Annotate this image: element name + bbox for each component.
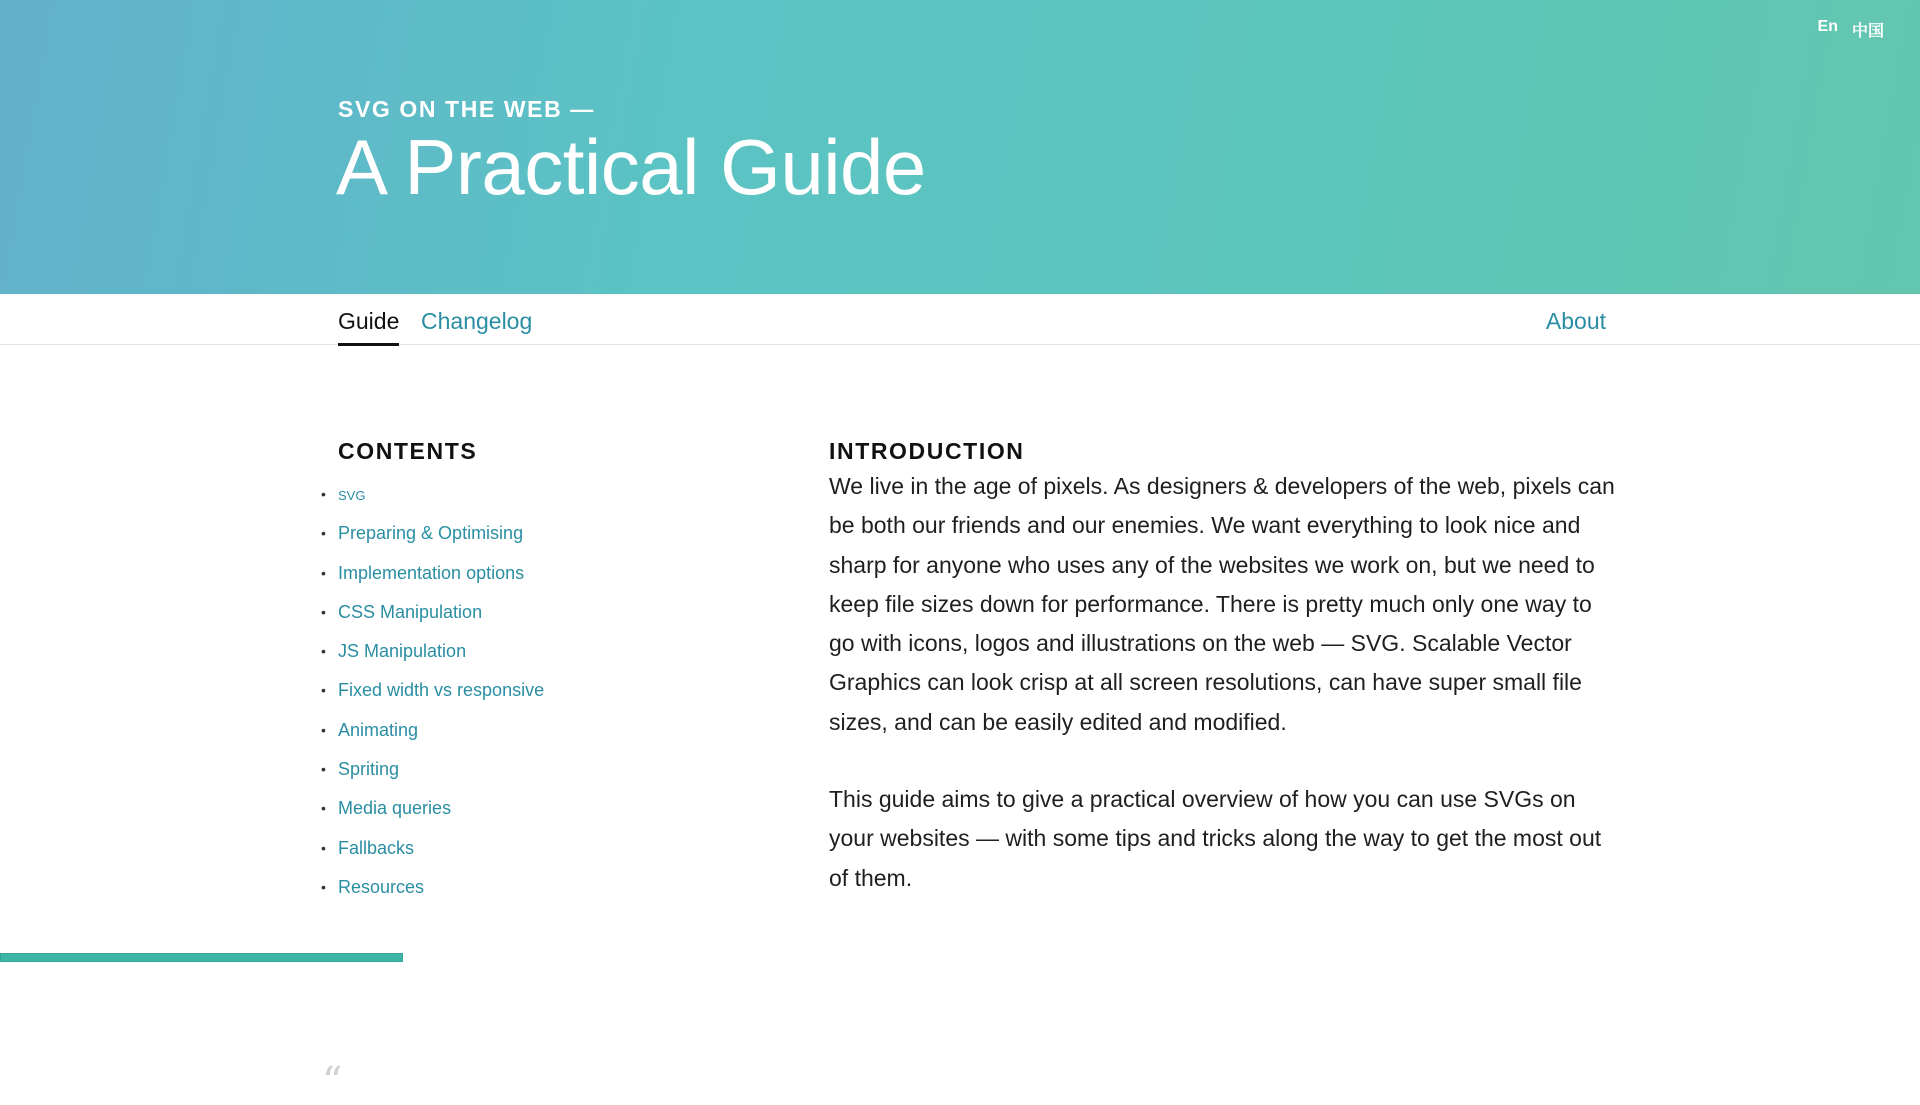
nav-tab-guide[interactable]: Guide [338, 308, 399, 346]
toc-item-spriting[interactable]: • Spriting [338, 750, 738, 789]
page-title: A Practical Guide [336, 123, 926, 211]
lang-english-link[interactable]: En [1817, 18, 1838, 35]
toc-item-implementation[interactable]: • Implementation options [338, 554, 738, 593]
toc-item-svg[interactable]: • svg [338, 475, 738, 514]
hero-kicker: SVG ON THE WEB — [338, 96, 595, 122]
toc-item-preparing[interactable]: • Preparing & Optimising [338, 514, 738, 553]
hero-banner [0, 0, 1920, 294]
nav-link-about[interactable]: About [1545, 308, 1606, 334]
toc-item-fixed-width[interactable]: • Fixed width vs responsive [338, 671, 738, 710]
intro-paragraph-1: We live in the age of pixels. As designers & developers of the web, pixels can be both our friends and our enemies. We want everything to look nice and sharp for anyone who uses any of the websites we work on, but we need to keep file sizes down for performance. There is pretty much only one way to go with icons, logos and illustrations on the web — SVG. Scalable Vector Graphics can look crisp at all screen resolutions, can have super small file sizes, and can be easily edited and modified. [829, 473, 1615, 735]
top-navigation [0, 294, 1920, 345]
contents-heading: CONTENTS [338, 438, 478, 464]
introduction-section [829, 438, 1619, 936]
lang-chinese-link[interactable]: 中国 [1851, 23, 1884, 40]
toc-item-css-manipulation[interactable]: • CSS Manipulation [338, 593, 738, 632]
toc-item-animating[interactable]: • Animating [338, 711, 738, 750]
toc-item-media-queries[interactable]: • Media queries [338, 789, 738, 828]
toc-item-resources[interactable]: • Resources [338, 868, 738, 907]
nav-tab-changelog[interactable]: Changelog [421, 308, 533, 334]
table-of-contents [338, 438, 738, 907]
reading-progress-bar [0, 953, 403, 962]
contents-list [338, 475, 738, 907]
language-switcher [1818, 18, 1884, 41]
quote-mark-icon: “ [322, 1059, 343, 1105]
toc-item-fallbacks[interactable]: • Fallbacks [338, 829, 738, 868]
toc-item-js-manipulation[interactable]: • JS Manipulation [338, 632, 738, 671]
intro-paragraph-2: This guide aims to give a practical overview of how you can use SVGs on your websites — with some tips and tricks along the way to get the most out of them. [829, 786, 1602, 891]
introduction-heading: INTRODUCTION [829, 438, 1025, 464]
